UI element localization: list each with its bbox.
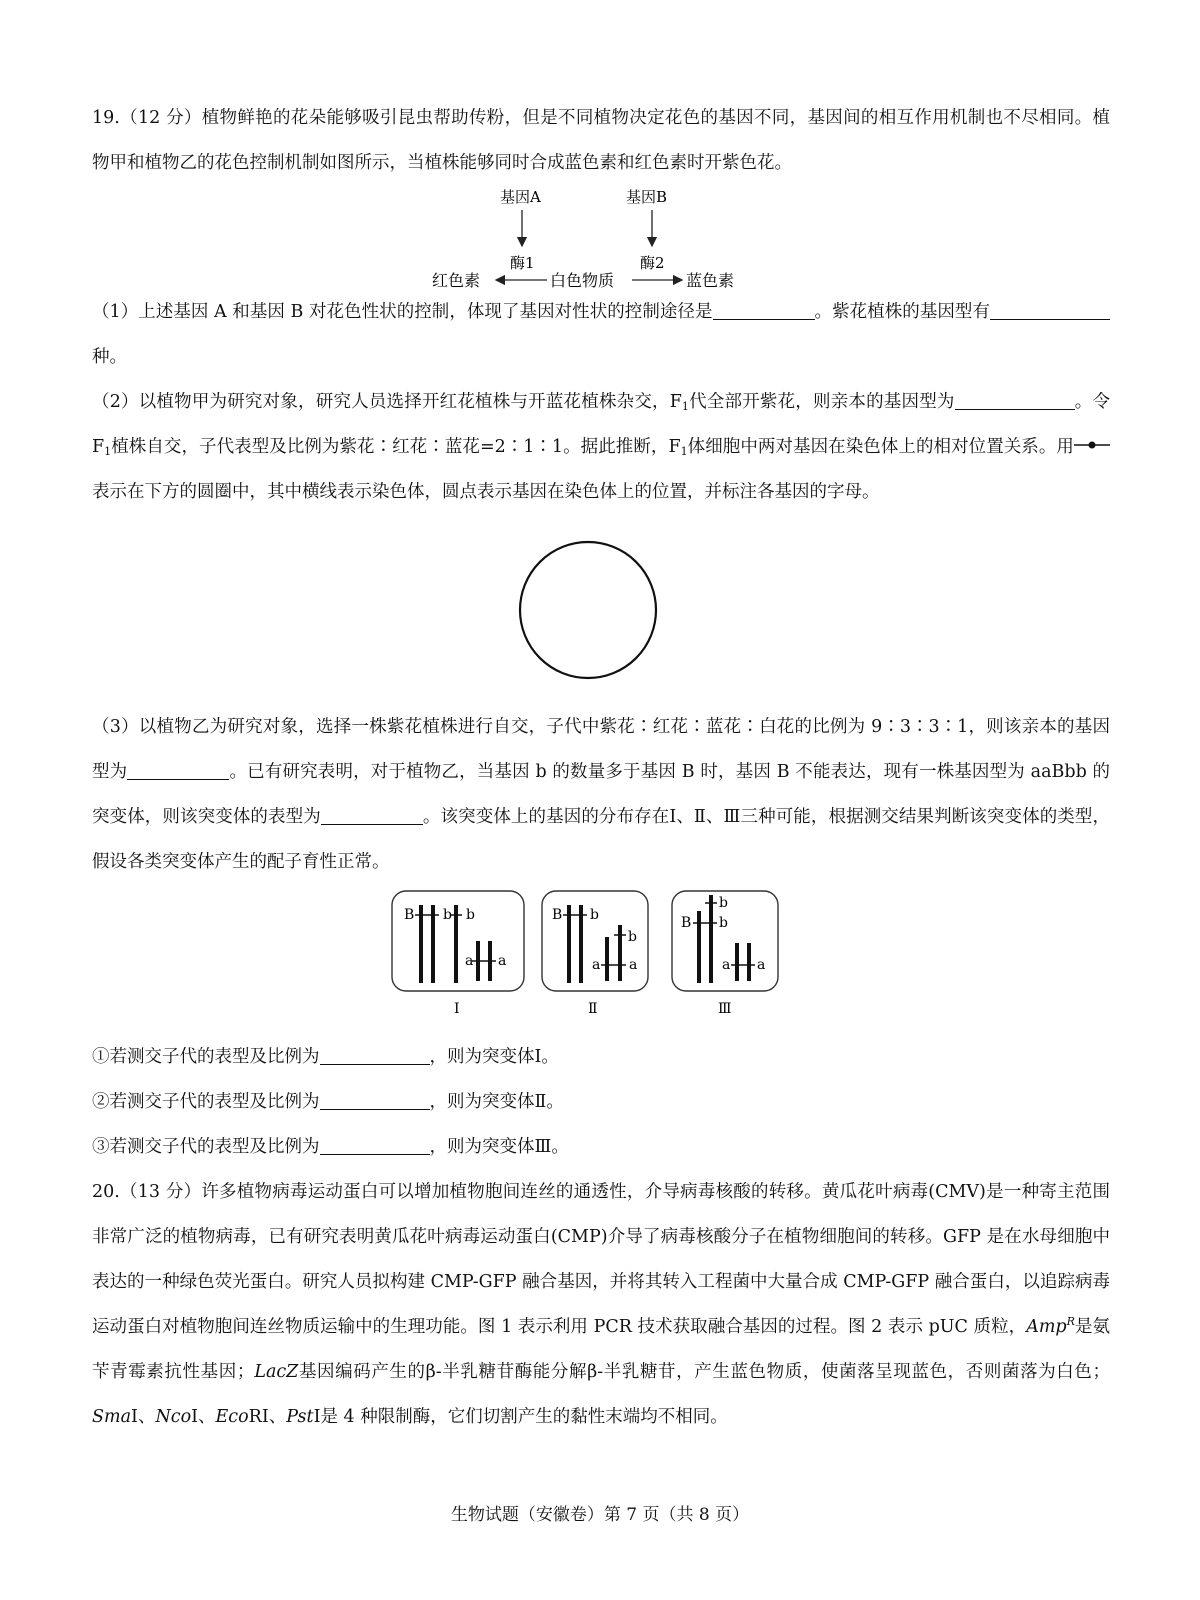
answer-blank-option-3[interactable] [320, 1134, 430, 1155]
f1-subscript: 1 [680, 445, 688, 458]
q20-text-3: 基因编码产生的β-半乳糖苷酶能分解β-半乳糖苷，产生蓝色物质，使菌落呈现蓝色，否则菌落为白色； [298, 1362, 1111, 1382]
allele-label: b [628, 929, 637, 945]
mutant-label-3: Ⅲ [718, 1001, 732, 1017]
mutant-label-2: Ⅱ [588, 1001, 598, 1017]
q19-part2-text-b: 代全部开紫花，则亲本的基因型为 [688, 392, 955, 412]
allele-label: B [404, 907, 415, 923]
allele-label: B [681, 915, 692, 931]
allele-label: a [629, 957, 638, 973]
q19-part3-text-c: 。该突变体上的基因的分布存在Ⅰ、Ⅱ、Ⅲ三种可能，根据测交结果判断该突变体的类型，假设各类突变体产生的配子育性正常。 [92, 807, 1111, 872]
q19-part1-text-b: 。紫花植株的基因型有 [814, 302, 990, 322]
option-3-text-b: ，则为突变体Ⅲ。 [429, 1137, 569, 1157]
answer-blank-mutant-phenotype[interactable] [321, 804, 423, 825]
answer-circle[interactable] [520, 542, 656, 678]
nco-enzyme-name: Nco [155, 1407, 192, 1427]
option-1-text-a: ①若测交子代的表型及比例为 [92, 1047, 320, 1067]
ampr-superscript: R [1066, 1315, 1075, 1329]
allele-label: a [722, 957, 731, 973]
pathway-svg [92, 180, 1110, 290]
q19-option-3 [92, 1125, 1110, 1170]
q19-part2-text-f: 表示在下方的圆圈中，其中横线表示染色体，圆点表示基因在染色体上的位置，并标注各基因的字母。 [92, 482, 880, 502]
answer-blank-genotype-count[interactable] [990, 299, 1110, 320]
answer-circle-svg [92, 515, 1110, 705]
option-2-text-b: ，则为突变体Ⅱ。 [429, 1092, 564, 1112]
blue-pigment-label: 蓝色素 [686, 271, 735, 290]
option-1-text-b: ，则为突变体Ⅰ。 [429, 1047, 559, 1067]
white-substance-label: 白色物质 [550, 271, 615, 290]
allele-label: a [465, 953, 474, 969]
chromosome-symbol-icon [1074, 425, 1110, 470]
option-2-text-a: ②若测交子代的表型及比例为 [92, 1092, 320, 1112]
ampr-gene-name: Amp [1026, 1317, 1067, 1337]
mutant-chromosome-diagrams [92, 885, 1110, 1035]
q19-part2-text-c: 。令 F [92, 392, 1111, 457]
q20-text-1: 20.（13 分）许多植物病毒运动蛋白可以增加植物胞间连丝的通透性，介导病毒核酸的转移。黄瓜花叶病毒(CMV)是一种寄主范围非常广泛的植物病毒，已有研究表明黄瓜花叶病毒运动蛋白(CMP)介导了病毒核酸分子在植物细胞间的转移。GFP 是在水母细胞中表达的一种绿色荧光蛋白。研究人员拟构建 CMP-GFP 融合基因，并将其转入工程菌中大量合成 CMP-GFP 融合蛋白，以追踪病毒运动蛋白对植物胞间连丝物质运输中的生理功能。图 1 表示利用 PCR 技术获取融合基因的过程。图 2 表示 pUC 质粒， [92, 1182, 1110, 1337]
mutant-label-1: Ⅰ [454, 1001, 460, 1017]
sma-enzyme-name: Sma [92, 1407, 132, 1427]
q19-option-2 [92, 1080, 1110, 1125]
answer-blank-option-1[interactable] [320, 1044, 430, 1065]
q20-paragraph [92, 1170, 1110, 1440]
answer-blank-option-2[interactable] [320, 1089, 430, 1110]
allele-label: a [592, 957, 601, 973]
gene-a-label: 基因A [500, 188, 541, 206]
red-pigment-label: 红色素 [432, 271, 481, 290]
allele-label: b [719, 915, 728, 931]
q19-part1 [92, 290, 1110, 380]
enzyme1-label: 酶1 [510, 254, 535, 272]
q20-text-4: Ⅰ、 [131, 1407, 156, 1427]
q20-text-7: Ⅰ是 4 种限制酶，它们切割产生的黏性末端均不相同。 [313, 1407, 728, 1427]
option-3-text-a: ③若测交子代的表型及比例为 [92, 1137, 320, 1157]
q19-part3-text-b: 。已有研究表明，对于植物乙，当基因 b 的数量多于基因 B 时，基因 B 不能表达，现有一株基因型为 aaBbb 的突变体，则该突变体的表型为 [92, 762, 1110, 827]
allele-label: b [590, 907, 599, 923]
allele-label: B [552, 907, 563, 923]
mutant-3-diagram [672, 891, 778, 1017]
mutant-1-diagram [392, 891, 524, 1017]
f1-subscript: 1 [681, 400, 689, 413]
allele-label: b [719, 895, 728, 911]
q19-option-1 [92, 1035, 1110, 1080]
q20-text-2: 是氨苄青霉素抗性基因； [92, 1317, 1111, 1382]
allele-label: a [498, 953, 507, 969]
lacz-gene-name: LacZ [254, 1362, 299, 1382]
eco-enzyme-name: Eco [215, 1407, 249, 1427]
f1-subscript: 1 [104, 445, 112, 458]
q19-intro: 19.（12 分）植物鲜艳的花朵能够吸引昆虫帮助传粉，但是不同植物决定花色的基因不同，基因间的相互作用机制也不尽相同。植物甲和植物乙的花色控制机制如图所示，当植株能够同时合成蓝色素和红色素时开紫色花。 [92, 108, 1110, 173]
question-page [92, 96, 1110, 1440]
q19-part3 [92, 705, 1110, 885]
mutants-svg [92, 885, 1110, 1035]
q19-part3-text-a: （3）以植物乙为研究对象，选择一株紫花植株进行自交，子代中紫花∶红花∶蓝花∶白花的比例为 9∶3∶3∶1，则该亲本的基因型为 [92, 717, 1110, 782]
answer-circle-area [92, 515, 1110, 705]
q20-text-6: RⅠ、 [248, 1407, 287, 1427]
page-footer: 生物试题（安徽卷）第 7 页（共 8 页） [450, 1505, 750, 1525]
pst-enzyme-name: Pst [286, 1407, 314, 1427]
allele-label: b [443, 907, 452, 923]
answer-blank-parent-genotype-2[interactable] [127, 759, 229, 780]
q19-part1-text-c: 种。 [92, 347, 127, 367]
allele-label: a [757, 957, 766, 973]
q19-part2 [92, 380, 1110, 515]
mutant-2-diagram [542, 891, 648, 1017]
q19-part1-text-a: （1）上述基因 A 和基因 B 对花色性状的控制，体现了基因对性状的控制途径是 [92, 302, 713, 322]
q20-text-5: Ⅰ、 [191, 1407, 216, 1427]
gene-b-label: 基因B [626, 188, 668, 206]
q19-part2-text-a: （2）以植物甲为研究对象，研究人员选择开红花植株与开蓝花植株杂交，F [92, 392, 682, 412]
answer-blank-pathway[interactable] [713, 299, 815, 320]
answer-blank-parent-genotype[interactable] [955, 389, 1075, 410]
enzyme2-label: 酶2 [640, 254, 665, 272]
q19-part2-text-d: 植株自交，子代表型及比例为紫花∶红花∶蓝花=2∶1∶1。据此推断，F [111, 437, 681, 457]
q19-part2-text-e: 体细胞中两对基因在染色体上的相对位置关系。用 [687, 437, 1074, 457]
allele-label: b [466, 907, 475, 923]
flower-color-pathway-diagram [92, 180, 1110, 290]
